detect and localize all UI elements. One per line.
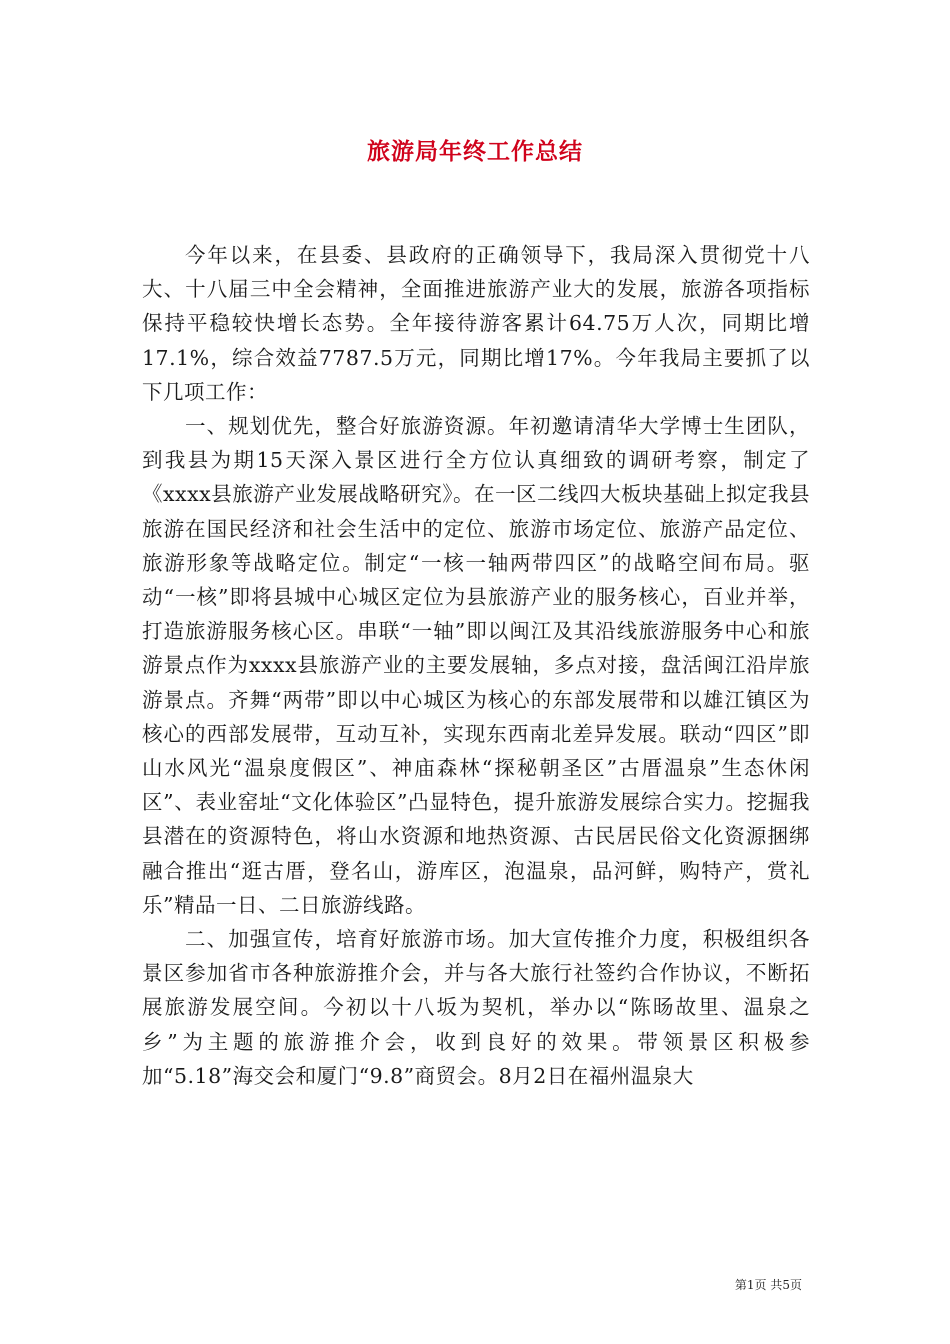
page-number: 第1页 共5页: [734, 1278, 802, 1292]
paragraph-intro: 今年以来，在县委、县政府的正确领导下，我局深入贯彻党十八大、十八届三中全会精神，全面推进旅游产业大的发展，旅游各项指标保持平稳较快增长态势。全年接待游客累计64.75万人次，同期比增17.1%，综合效益7787.5万元，同期比增17%。今年我局主要抓了以下几项工作：: [142, 243, 810, 404]
document-body: [142, 238, 810, 1093]
paragraph-section-2: 二、加强宣传，培育好旅游市场。加大宣传推介力度，积极组织各景区参加省市各种旅游推介会，并与各大旅行社签约合作协议，不断拓展旅游发展空间。今初以十八坂为契机，举办以“陈旸故里、温泉之乡”为主题的旅游推介会，收到良好的效果。带领景区积极参加“5.18”海交会和厦门“9.8”商贸会。8月2日在福州温泉大: [142, 927, 810, 1088]
document-title: 旅游局年终工作总结: [367, 138, 583, 165]
paragraph-section-1: 一、规划优先，整合好旅游资源。年初邀请清华大学博士生团队，到我县为期15天深入景区进行全方位认真细致的调研考察，制定了《xxxx县旅游产业发展战略研究》。在一区二线四大板块基础上拟定我县旅游在国民经济和社会生活中的定位、旅游市场定位、旅游产品定位、旅游形象等战略定位。制定“一核一轴两带四区”的战略空间布局。驱动“一核”即将县城中心城区定位为县旅游产业的服务核心，百业并举，打造旅游服务核心区。串联“一轴”即以闽江及其沿线旅游服务中心和旅游景点作为xxxx县旅游产业的主要发展轴，多点对接，盘活闽江沿岸旅游景点。齐舞“两带”即以中心城区为核心的东部发展带和以雄江镇区为核心的西部发展带，互动互补，实现东西南北差异发展。联动“四区”即山水风光“温泉度假区”、神庙森林“探秘朝圣区”古厝温泉”生态休闲区”、表业窑址“文化体验区”凸显特色，提升旅游发展综合实力。挖掘我县潜在的资源特色，将山水资源和地热资源、古民居民俗文化资源捆绑融合推出“逛古厝，登名山，游库区，泡温泉，品河鲜，购特产，赏礼乐”精品一日、二日旅游线路。: [142, 414, 810, 917]
